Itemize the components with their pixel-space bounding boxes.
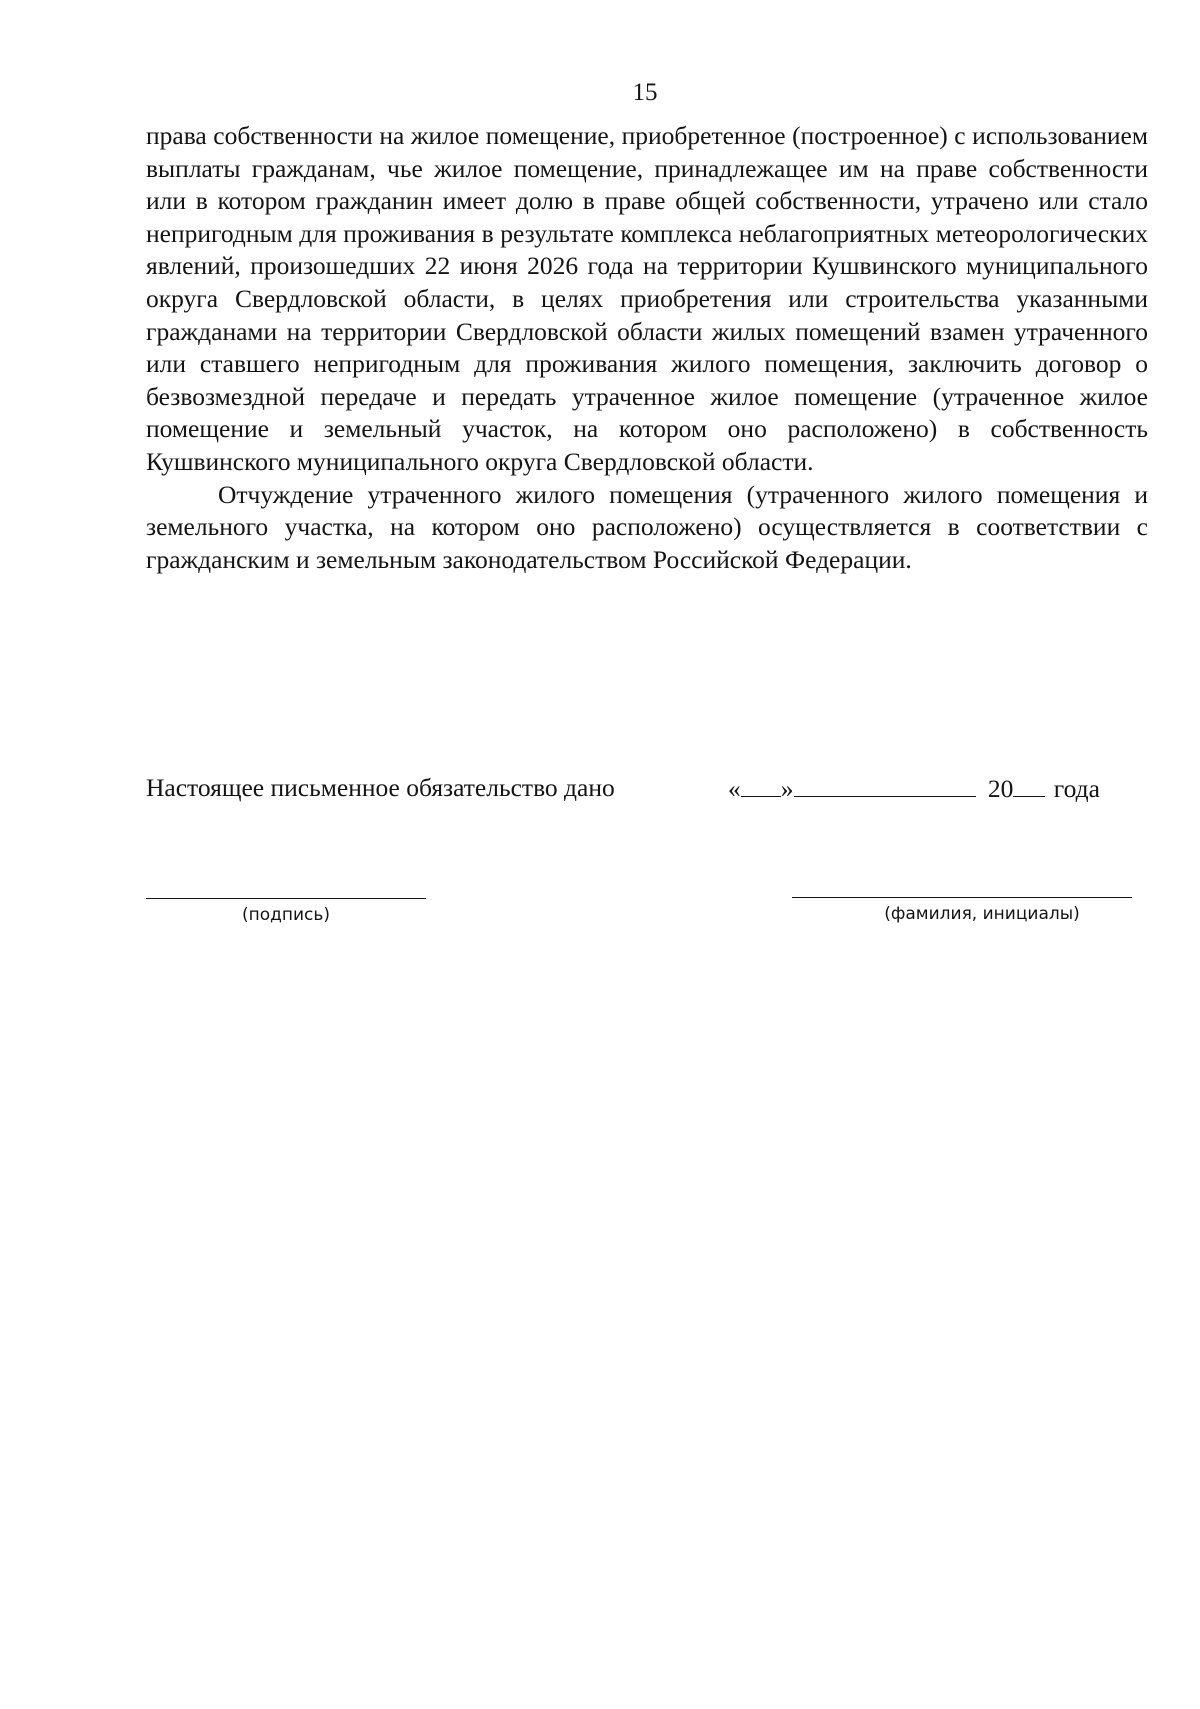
signature-caption: (подпись) (241, 905, 331, 925)
body-text (146, 120, 1148, 576)
paragraph-continuation: права собственности на жилое помещение, приобретенное (построенное) с использованием выплаты гражданам, чье жилое помещение, принадлежащее им на праве собственности или в котором гражданин имеет долю в праве общей собственности, утрачено или стало непригодным для проживания в результате комплекса неблагоприятных метеорологических явлений, произошедших 22 июня 2026 года на территории Кушвинского муниципального округа Свердловской области, в целях приобретения или строительства указанными гражданами на территории Свердловской области жилых помещений взамен утраченного или ставшего непригодным для проживания жилого помещения, заключить договор о безвозмездной передаче и передать утраченное жилое помещение (утраченное жилое помещение и земельный участок, на котором оно расположено) в собственность Кушвинского муниципального округа Свердловской области. (146, 121, 1148, 476)
signature-line[interactable] (146, 898, 426, 899)
name-line[interactable] (792, 897, 1132, 898)
name-caption: (фамилия, инициалы) (884, 904, 1080, 924)
page-number: 15 (632, 79, 658, 106)
paragraph-alienation: Отчуждение утраченного жилого помещения (утраченного жилого помещения и земельного участка, на котором оно расположено) осуществляется в соответствии с гражданским и земельным законодательством Российской Федерации. (146, 479, 1148, 574)
commitment-label: Настоящее письменное обязательство дано (146, 773, 615, 802)
month-blank[interactable] (794, 772, 976, 797)
day-blank[interactable] (741, 772, 781, 797)
commitment-date (728, 772, 1100, 805)
quote-close: » (780, 774, 794, 803)
year-suffix: года (1053, 774, 1100, 803)
year-prefix: 20 (987, 774, 1014, 803)
quote-open: « (728, 774, 741, 803)
year-blank[interactable] (1013, 772, 1045, 797)
